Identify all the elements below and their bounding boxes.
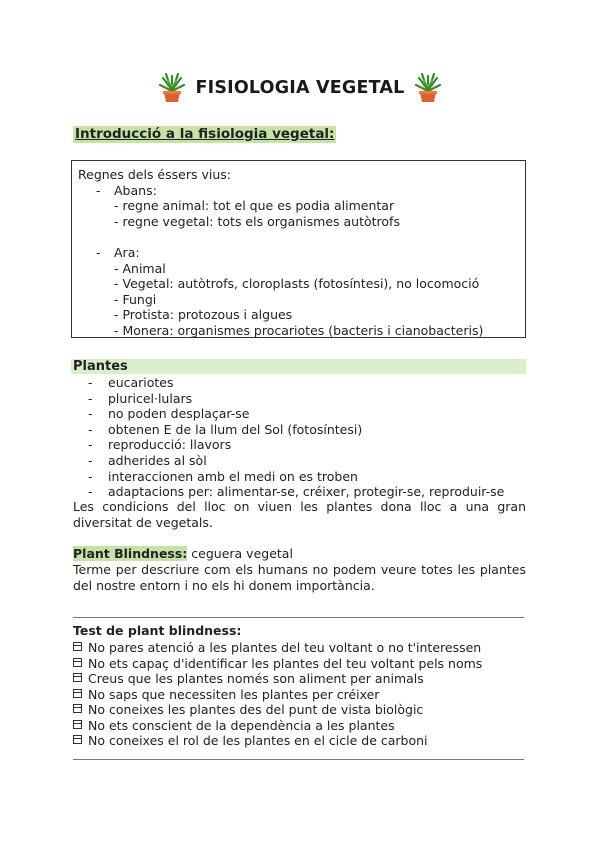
now-item: - Animal [114, 260, 166, 276]
before-item: - regne vegetal: tots els organismes autòtrofs [114, 213, 400, 229]
checklist-item: Creus que les plantes només son aliment per animals [73, 671, 482, 687]
before-item: - regne animal: tot el que es podia alimentar [114, 198, 395, 214]
now-item: - Protista: protozous i algues [114, 307, 293, 323]
title-row [0, 72, 600, 104]
test-heading: Test de plant blindness: [73, 623, 242, 638]
now-item: - Fungi [114, 291, 157, 307]
plant-blindness-line [73, 546, 293, 562]
checkbox-icon [73, 720, 82, 729]
divider [73, 759, 524, 760]
checkbox-icon [73, 658, 82, 667]
section-bar [71, 359, 526, 374]
list-item: - pluricel·lulars [88, 390, 193, 406]
checklist-item: No pares atenció a les plantes del teu voltant o no t'interessen [73, 640, 482, 656]
plant-blindness-translation: ceguera vegetal [187, 546, 293, 561]
kingdoms-box [71, 160, 526, 338]
plant-blindness-label: Plant Blindness: [73, 546, 188, 561]
list-item: - eucariotes [88, 375, 174, 390]
page-title: FISIOLOGIA VEGETAL [195, 78, 405, 98]
intro-heading: Introducció a la fisiologia vegetal: [75, 126, 335, 142]
plantes-list [88, 375, 504, 500]
checkbox-icon [73, 673, 82, 682]
list-item: - adherides al sòl [88, 452, 207, 468]
now-label: Ara: [114, 245, 140, 260]
checklist-item: No ets conscient de la dependència a les plantes [73, 718, 482, 734]
potted-plant-icon [157, 72, 187, 104]
list-item: - interaccionen amb el medi on es troben [88, 468, 358, 484]
now-item: - Vegetal: autòtrofs, cloroplasts (fotosíntesi), no locomoció [114, 276, 480, 292]
list-item: - reproducció: llavors [88, 437, 232, 453]
checklist-item: No saps que necessiten les plantes per créixer [73, 687, 482, 703]
dash: - [96, 245, 101, 260]
checklist-item: No coneixes el rol de les plantes en el cicle de carboni [73, 733, 482, 749]
checkbox-icon [73, 642, 82, 651]
plant-blindness-definition: Terme per descriure com els humans no podem veure totes les plantes del nostre entorn i no els hi donem importància. [73, 562, 526, 593]
list-item: - no poden desplaçar-se [88, 406, 250, 422]
plantes-paragraph: Les condicions del lloc on viuen les plantes dona lloc a una gran diversitat de vegetals. [73, 499, 526, 530]
checklist-item: No ets capaç d'identificar les plantes del teu voltant pels noms [73, 656, 482, 672]
checkbox-icon [73, 704, 82, 713]
checkbox-icon [73, 689, 82, 698]
before-label: Abans: [114, 182, 157, 198]
test-checklist [73, 640, 482, 749]
dash: - [96, 182, 101, 198]
checklist-item: No coneixes les plantes des del punt de vista biològic [73, 702, 482, 718]
checkbox-icon [73, 735, 82, 744]
plantes-heading: Plantes [73, 359, 128, 374]
potted-plant-icon [413, 72, 443, 104]
list-item: - adaptacions per: alimentar-se, créixer, protegir-se, reproduir-se [88, 484, 505, 500]
now-item: - Monera: organismes procariotes (bacteris i cianobacteris) [114, 323, 484, 338]
kingdoms-title: Regnes dels éssers vius: [78, 167, 231, 182]
list-item: - obtenen E de la llum del Sol (fotosíntesi) [88, 421, 363, 437]
divider [73, 617, 524, 618]
